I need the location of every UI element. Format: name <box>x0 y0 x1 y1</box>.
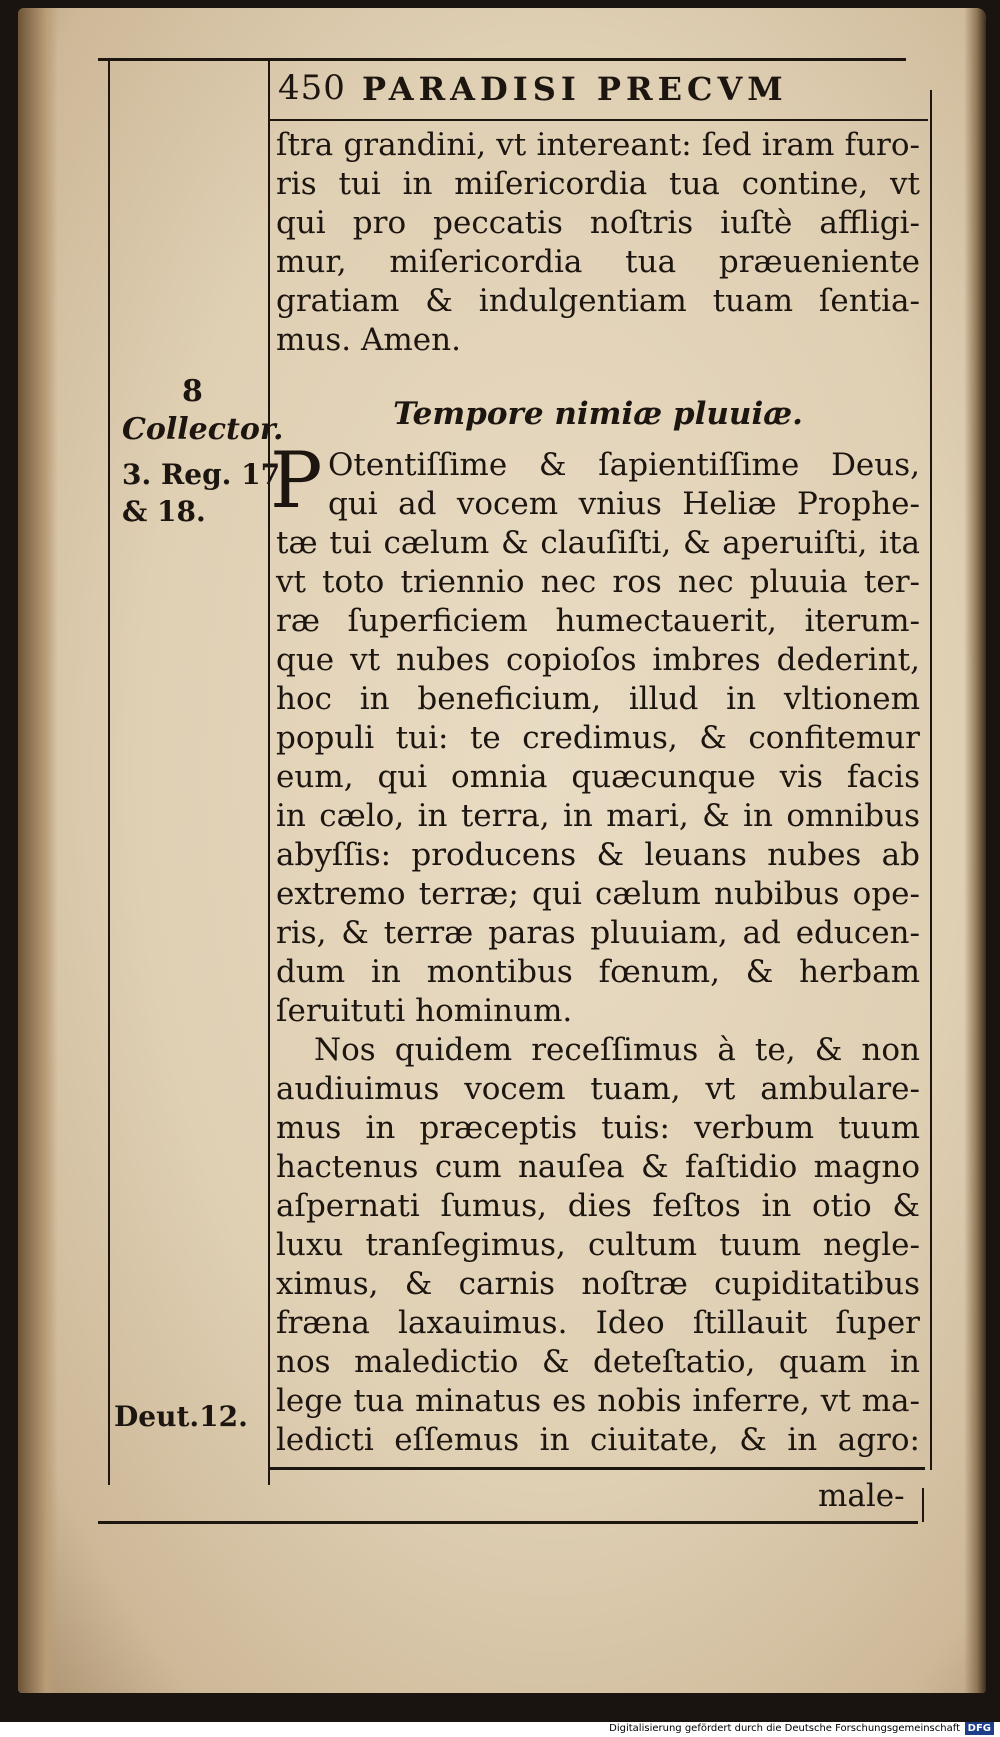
text-line: extremo terræ; qui cælum nubibus ope- <box>276 876 920 912</box>
text-block-bottom-rule <box>270 1467 925 1470</box>
drop-cap: P <box>270 436 323 526</box>
text-line: aſpernati ſumus, dies feſtos in otio & <box>276 1188 920 1224</box>
prayer-paragraph <box>270 436 920 1031</box>
text-line: qui ad vocem vnius Heliæ Prophe- <box>328 486 920 522</box>
text-line: nos maledictio & deteſtatio, quam in <box>276 1344 920 1380</box>
text-line: ledicti eſſemus in ciuitate, & in agro: <box>276 1422 920 1458</box>
text-line: mus. Amen. <box>276 322 461 358</box>
text-line: Nos quidem receſſimus à te, & non <box>314 1032 920 1068</box>
text-block-right-line <box>930 90 932 1470</box>
page-gutter-shadow <box>18 8 58 1693</box>
text-line: in cælo, in terra, in mari, & in omnibus <box>276 798 920 834</box>
text-line: Otentiſſime & ſapientiſſime Deus, <box>328 447 920 483</box>
text-line: eum, qui omnia quæcunque vis facis <box>276 759 920 795</box>
text-line: ræ ſuperficiem humectauerit, iterum- <box>276 603 920 639</box>
text-line: lege tua minatus es nobis inferre, vt ma- <box>276 1383 920 1419</box>
text-line: hoc in beneficium, illud in vltionem <box>276 681 920 717</box>
text-line: ſeruituti hominum. <box>276 993 573 1029</box>
text-line: gratiam & indulgentiam tuam ſentia- <box>276 283 920 319</box>
text-line: ris tui in miſericordia tua contine, vt <box>276 166 920 202</box>
text-line: tæ tui cælum & clauſiſti, & aperuiſti, ita <box>276 525 920 561</box>
text-line: fræna laxauimus. Ideo ſtillauit ſuper <box>276 1305 920 1341</box>
margin-note-number: 8 <box>182 374 203 409</box>
catchword: male- <box>818 1478 905 1514</box>
funding-credit: Digitalisierung gefördert durch die Deutsche Forschungsgemeinschaft <box>609 1723 960 1734</box>
text-line: qui pro peccatis noſtris iuſtè affligi- <box>276 205 920 241</box>
text-line: mus in præceptis tuis: verbum tuum <box>276 1110 920 1146</box>
page-edge-shadow <box>964 8 986 1693</box>
text-line: populi tui: te credimus, & confitemur <box>276 720 920 756</box>
text-line: hactenus cum nauſea & faſtidio magno <box>276 1149 920 1185</box>
dfg-logo: DFG <box>965 1722 994 1735</box>
text-line: abyſſis: producens & leuans nubes ab <box>276 837 920 873</box>
text-line: dum in montibus fœnum, & herbam <box>276 954 920 990</box>
text-line: ximus, & carnis noſtræ cupiditatibus <box>276 1266 920 1302</box>
margin-divider-line <box>268 60 270 1485</box>
running-head: PARADISI PRECVM <box>362 70 788 108</box>
margin-note-collector: Collector. <box>122 412 284 447</box>
page-bottom-rule <box>98 1521 918 1524</box>
text-line: mur, miſericordia tua præueniente <box>276 244 920 280</box>
text-line: que vt nubes copioſos imbres dederint, <box>276 642 920 678</box>
header-rule <box>268 119 928 121</box>
section-title: Tempore nimiæ pluuiæ. <box>393 396 803 432</box>
text-line: ris, & terræ paras pluuiam, ad educen- <box>276 915 920 951</box>
text-line: audiuimus vocem tuam, vt ambulare- <box>276 1071 920 1107</box>
catchword-mark <box>922 1488 924 1522</box>
top-rule <box>98 58 906 61</box>
margin-left-line <box>108 60 110 1485</box>
text-line: luxu tranſegimus, cultum tuum negle- <box>276 1227 920 1263</box>
text-line: ſtra grandini, vt intereant: ſed iram furo- <box>276 127 920 163</box>
text-line: vt toto triennio nec ros nec pluuia ter- <box>276 564 920 600</box>
margin-note-reference-deut: Deut.12. <box>114 1400 248 1433</box>
margin-note-reference-reg: 3. Reg. 17. <box>122 458 290 491</box>
margin-note-reference-and: & 18. <box>122 495 206 528</box>
main-text-block <box>270 126 920 1460</box>
page-number: 450 <box>278 68 346 108</box>
